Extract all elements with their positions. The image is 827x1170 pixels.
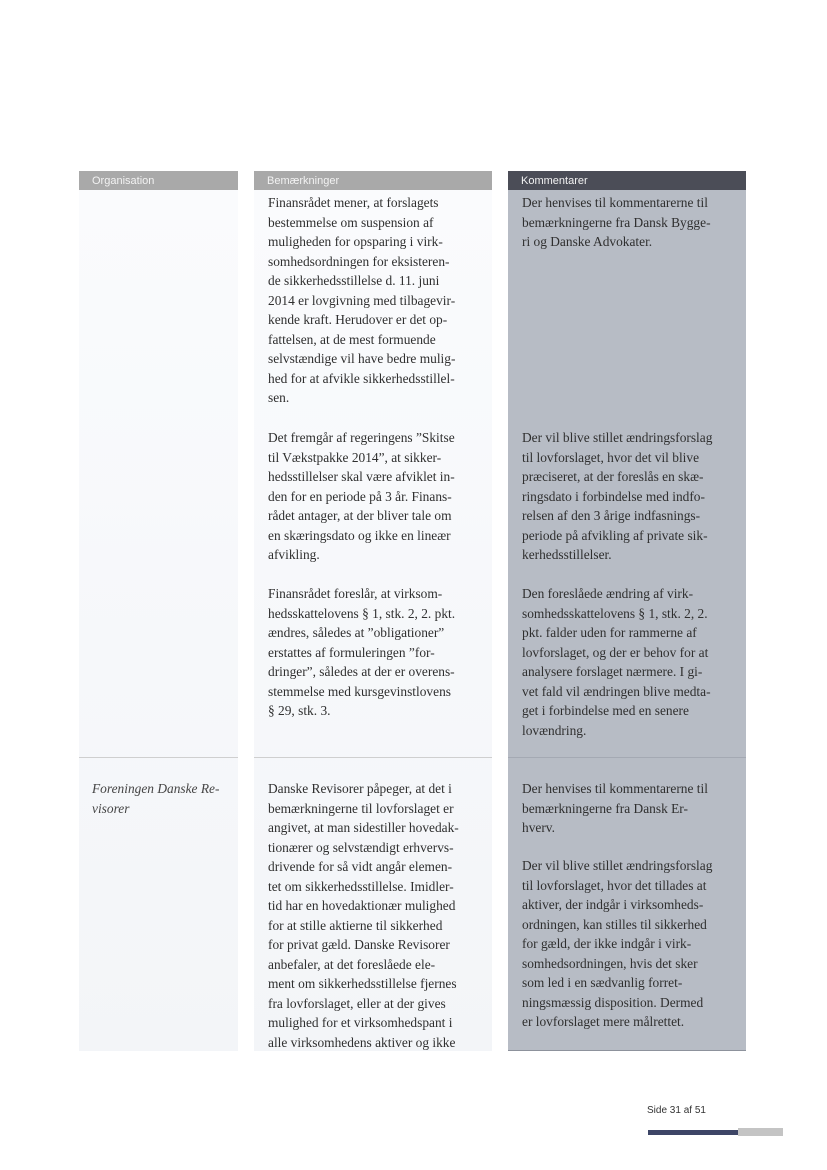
remark-text: Finansrådet foreslår, at virksom- hedsskattelovens § 1, stk. 2, 2. pkt. ændres, således at ”obligationer” erstattes af formuleringen ”for- dringer”, således at der er overens- stemmelse med kursgevinstlovens § 29, stk. 3. <box>268 586 456 718</box>
page-number: Side 31 af 51 <box>647 1105 706 1116</box>
column-header-organisation: Organisation <box>79 171 238 190</box>
column-header-kommentarer: Kommentarer <box>508 171 746 190</box>
comment-text: Der vil blive stillet ændringsforslag til lovforslaget, hvor det tillades at aktiver, der indgår i virksomheds- ordningen, kan stilles til sikkerhed for gæld, der ikke indgår i virk- somhedsordningen, hvis det sker som led i en sædvanlig forret- ningsmæssig disposition. Dermed er lovforslaget mere målrettet. <box>522 858 713 1029</box>
row-divider <box>79 757 238 758</box>
comment-text: Der henvises til kommentarerne til bemærkningerne fra Dansk Er- hverv. <box>522 781 708 835</box>
row-divider <box>254 757 492 758</box>
comment-text: Der vil blive stillet ændringsforslag til lovforslaget, hvor det vil blive præciseret, at der foreslås en skæ- ringsdato i forbindelse med indfo- relsen af den 3 årige indfasnings- periode på afvikling af private sik- kerhedsstillelser. <box>522 430 713 562</box>
organisation-column-bg <box>79 190 238 1051</box>
page-progress-track <box>738 1128 783 1136</box>
comment-text: Den foreslåede ændring af virk- somhedsskattelovens § 1, stk. 2, 2. pkt. falder uden for rammerne af lovforslaget, og der er behov for at analysere forslaget nærmere. I gi- vet fald vil ændringen blive medta- get i forbindelse med en senere lovændring. <box>522 586 711 738</box>
column-header-bemaerkninger: Bemærkninger <box>254 171 492 190</box>
page-progress-bar <box>648 1130 738 1135</box>
comment-text: Der henvises til kommentarerne til bemærkningerne fra Dansk Bygge- ri og Danske Advokater. <box>522 195 711 249</box>
remark-text: Det fremgår af regeringens ”Skitse til Vækstpakke 2014”, at sikker- hedsstillelser skal være afviklet in- den for en periode på 3 år. Finans- rådet antager, at der bliver tale om en skæringsdato og ikke en lineær afvikling. <box>268 430 455 562</box>
organisation-name: Foreningen Danske Re- visorer <box>92 781 220 816</box>
row-divider <box>508 757 746 758</box>
remark-text: Finansrådet mener, at forslagets bestemmelse om suspension af muligheden for opsparing i virk- somhedsordningen for eksisteren- de sikkerhedsstillelse d. 11. juni 2014 er lovgivning med tilbagevir- kende kraft. Herudover er det op- fattelsen, at de mest formuende selvstændige vil have bedre mulig- hed for at afvikle sikkerhedsstillel- sen. <box>268 195 456 405</box>
table-bottom-rule <box>508 1050 746 1051</box>
remark-text: Danske Revisorer påpeger, at det i bemærkningerne til lovforslaget er angivet, at man sidestiller hovedak- tionærer og selvstændigt erhvervs- drivende for så vidt angår elemen- tet om sikkerhedsstillelse. Imidler- tid har en hovedaktionær mulighed for at stille aktierne til sikkerhed for privat gæld. Danske Revisorer anbefaler, at det foreslåede ele- ment om sikkerhedsstillelse fjernes fra lovforslaget, eller at der gives mulighed for et virksomhedspant i alle virksomhedens aktiver og ikke <box>268 781 459 1050</box>
